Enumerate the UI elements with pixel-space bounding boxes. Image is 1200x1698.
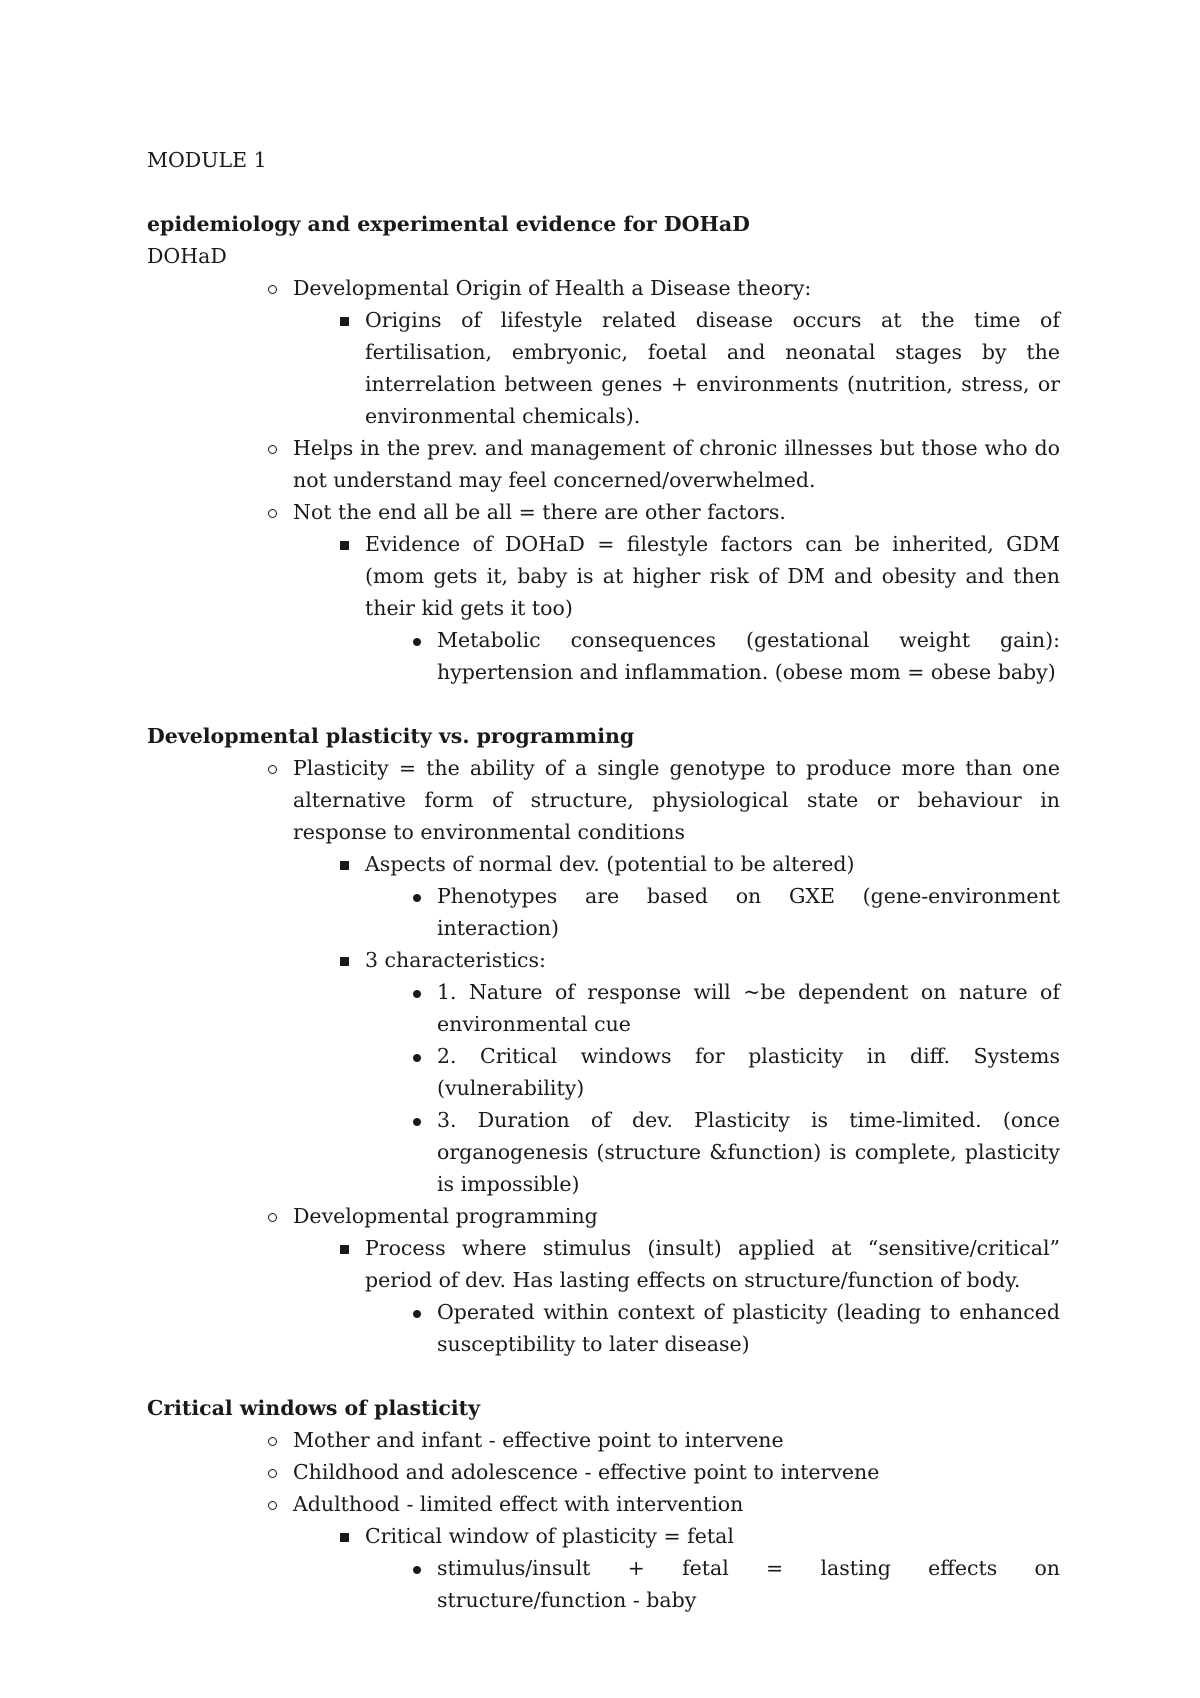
list-item: Childhood and adolescence - effective point to intervene <box>293 1460 880 1484</box>
bullet-list <box>365 976 1060 1200</box>
bullet-list <box>293 528 1060 688</box>
list-item: Origins of lifestyle related disease occurs at the time of fertilisation, embryonic, foetal and neonatal stages by the interrelation between genes + environments (nutrition, stress, or environmental chemicals). <box>365 308 1060 428</box>
list-item: Critical window of plasticity = fetal stimulus/insult + fetal = lasting effects on structure/function - baby <box>365 1520 1060 1616</box>
list-item: 3. Duration of dev. Plasticity is time-limited. (once organogenesis (structure &function) is complete, plasticity is impossible) <box>437 1108 1060 1196</box>
bullet-list <box>147 1424 1060 1616</box>
bullet-list <box>293 1232 1060 1360</box>
section-subheading: DOHaD <box>147 244 227 268</box>
list-item: Phenotypes are based on GXE (gene-environment interaction) <box>437 884 1060 940</box>
bullet-list <box>293 1520 1060 1616</box>
bullet-list <box>293 304 1060 432</box>
list-item: Operated within context of plasticity (leading to enhanced susceptibility to later disease) <box>437 1300 1060 1356</box>
list-item: Process where stimulus (insult) applied at “sensitive/critical” period of dev. Has lasting effects on structure/function of body. Operated within context of plasticity (leading to enhanced susceptibility to later disease) <box>365 1232 1060 1360</box>
bullet-list <box>293 848 1060 1200</box>
list-item: Aspects of normal dev. (potential to be altered) Phenotypes are based on GXE (gene-environment interaction) <box>365 848 1060 944</box>
section-heading: epidemiology and experimental evidence for DOHaD <box>147 212 750 236</box>
list-item: 1. Nature of response will ~be dependent on nature of environmental cue <box>437 980 1060 1036</box>
bullet-list <box>147 272 1060 688</box>
list-item: Not the end all be all = there are other factors. Evidence of DOHaD = filestyle factors can be inherited, GDM (mom gets it, baby is at higher risk of DM and obesity and then their kid gets it too) Metabolic consequences (gestational weight gain): hypertension and inflammation. (obese mom = obese baby) <box>293 496 1060 688</box>
list-item: Developmental programming Process where stimulus (insult) applied at “sensitive/critical” period of dev. Has lasting effects on structure/function of body. Operated within context of plasticity (leading to enhanced susceptibility to later disease) <box>293 1200 1060 1360</box>
bullet-list <box>365 624 1060 688</box>
section-heading: Critical windows of plasticity <box>147 1396 481 1420</box>
bullet-list <box>147 752 1060 1360</box>
bullet-list <box>365 1552 1060 1616</box>
section-heading: Developmental plasticity vs. programming <box>147 724 635 748</box>
list-item: Evidence of DOHaD = filestyle factors can be inherited, GDM (mom gets it, baby is at higher risk of DM and obesity and then their kid gets it too) Metabolic consequences (gestational weight gain): hypertension and inflammation. (obese mom = obese baby) <box>365 528 1060 688</box>
list-item: 3 characteristics: 1. Nature of response will ~be dependent on nature of environmental cue 2. Critical windows for plasticity in diff. Systems (vulnerability) 3. Duration of dev. Plasticity is time-limited. (once organogenesis (structure &function) is complete, plasticity is impossible) <box>365 944 1060 1200</box>
list-item: Helps in the prev. and management of chronic illnesses but those who do not understand may feel concerned/overwhelmed. <box>293 436 1060 492</box>
list-item: Mother and infant - effective point to intervene <box>293 1428 784 1452</box>
bullet-list <box>365 1296 1060 1360</box>
section-critical-windows <box>147 1392 1060 1616</box>
module-title: MODULE 1 <box>147 148 267 172</box>
bullet-list <box>365 880 1060 944</box>
list-item: Plasticity = the ability of a single genotype to produce more than one alternative form of structure, physiological state or behaviour in response to environmental conditions Aspects of normal dev. (potential to be altered) Phenotypes are based on GXE (gene-environment interaction) 3 characteristics: 1. Nature of response will ~be dependent on nature of environmental cue 2. Critical windows for plasticity in diff. Systems (vulnerability) 3. Duration of dev. Plasticity is time-limited. (once organogenesis (structure &function) is complete, plasticity is impossible) <box>293 752 1060 1200</box>
document-page <box>147 144 1060 1616</box>
list-item: Metabolic consequences (gestational weight gain): hypertension and inflammation. (obese mom = obese baby) <box>437 628 1060 684</box>
list-item: Adulthood - limited effect with intervention Critical window of plasticity = fetal stimulus/insult + fetal = lasting effects on structure/function - baby <box>293 1488 1060 1616</box>
list-item: stimulus/insult + fetal = lasting effects on structure/function - baby <box>437 1556 1060 1612</box>
list-item: Developmental Origin of Health a Disease theory: Origins of lifestyle related disease occurs at the time of fertilisation, embryonic, foetal and neonatal stages by the interrelation between genes + environments (nutrition, stress, or environmental chemicals). <box>293 272 1060 432</box>
section-dohad <box>147 208 1060 688</box>
section-plasticity <box>147 720 1060 1360</box>
list-item: 2. Critical windows for plasticity in diff. Systems (vulnerability) <box>437 1044 1060 1100</box>
